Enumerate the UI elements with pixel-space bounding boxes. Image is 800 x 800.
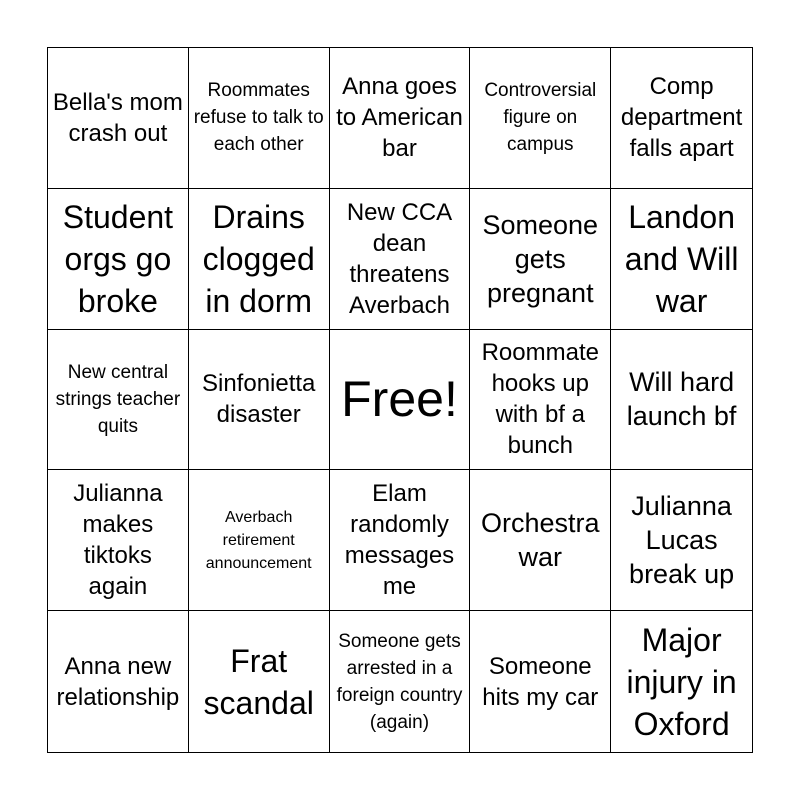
- bingo-cell[interactable]: [48, 48, 189, 189]
- bingo-cell-text: Someone gets arrested in a foreign country (again): [336, 630, 463, 733]
- bingo-cell-text: Someone hits my car: [482, 652, 599, 711]
- bingo-cell-text: Landon and Will war: [624, 198, 739, 319]
- bingo-cell[interactable]: [470, 330, 611, 471]
- bingo-cell[interactable]: [189, 470, 330, 611]
- bingo-free-space[interactable]: [330, 330, 471, 471]
- bingo-cell[interactable]: [611, 189, 752, 330]
- bingo-cell-text: Major injury in Oxford: [626, 621, 737, 742]
- bingo-cell-text: Anna goes to American bar: [336, 73, 463, 163]
- bingo-cell[interactable]: [611, 48, 752, 189]
- bingo-cell[interactable]: [330, 470, 471, 611]
- bingo-cell-text: Roommates refuse to talk to each other: [193, 80, 324, 156]
- bingo-cell-text: New CCA dean threatens Averbach: [346, 198, 453, 319]
- bingo-cell-text: Drains clogged in dorm: [202, 198, 315, 319]
- bingo-cell[interactable]: [48, 611, 189, 752]
- bingo-cell[interactable]: [189, 330, 330, 471]
- bingo-board: [47, 47, 753, 753]
- bingo-cell-text: Anna new relationship: [56, 652, 180, 711]
- bingo-cell-text: Will hard launch bf: [626, 367, 737, 432]
- bingo-cell-text: Controversial figure on campus: [484, 80, 597, 156]
- bingo-cell-text: Frat scandal: [203, 642, 314, 721]
- bingo-cell-text: Someone gets pregnant: [482, 209, 599, 308]
- bingo-cell-text: Free!: [341, 371, 458, 428]
- bingo-cell[interactable]: [189, 189, 330, 330]
- bingo-cell[interactable]: [48, 189, 189, 330]
- bingo-cell-text: Julianna makes tiktoks again: [73, 480, 163, 601]
- bingo-cell-text: Orchestra war: [481, 508, 600, 573]
- bingo-cell-text: Averbach retirement announcement: [205, 508, 312, 572]
- bingo-cell-text: Bella's mom crash out: [52, 88, 183, 147]
- bingo-cell[interactable]: [189, 48, 330, 189]
- bingo-cell[interactable]: [330, 189, 471, 330]
- bingo-cell-text: Julianna Lucas break up: [629, 491, 735, 590]
- bingo-cell-text: Comp department falls apart: [620, 73, 743, 163]
- bingo-cell[interactable]: [48, 470, 189, 611]
- bingo-cell[interactable]: [470, 611, 611, 752]
- bingo-cell-text: Sinfonietta disaster: [201, 370, 316, 429]
- bingo-cell-text: Elam randomly messages me: [344, 480, 455, 601]
- bingo-cell[interactable]: [330, 611, 471, 752]
- bingo-cell-text: New central strings teacher quits: [55, 361, 181, 437]
- bingo-cell-text: Roommate hooks up with bf a bunch: [481, 339, 599, 460]
- bingo-cell[interactable]: [611, 470, 752, 611]
- bingo-cell[interactable]: [48, 330, 189, 471]
- bingo-cell-text: Student orgs go broke: [62, 198, 174, 319]
- bingo-cell[interactable]: [470, 48, 611, 189]
- bingo-cell[interactable]: [611, 330, 752, 471]
- bingo-cell[interactable]: [470, 189, 611, 330]
- bingo-cell[interactable]: [611, 611, 752, 752]
- bingo-cell[interactable]: [330, 48, 471, 189]
- bingo-cell[interactable]: [189, 611, 330, 752]
- bingo-cell[interactable]: [470, 470, 611, 611]
